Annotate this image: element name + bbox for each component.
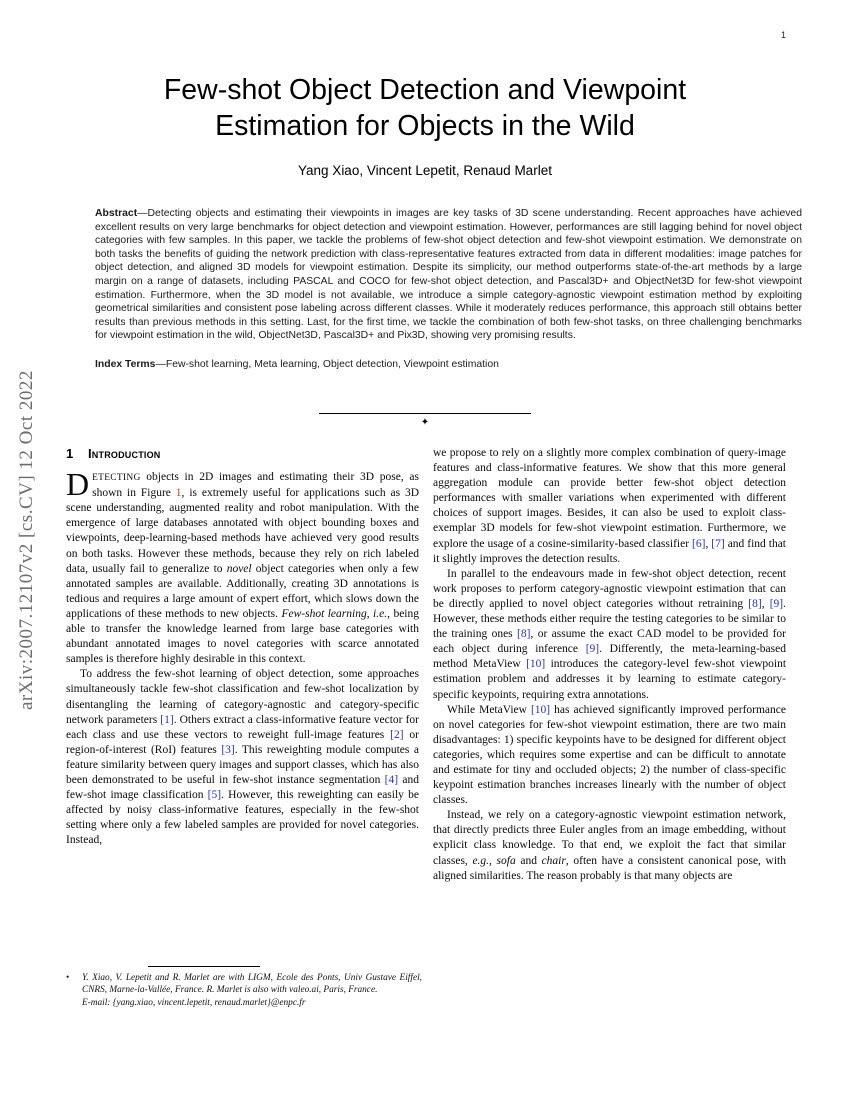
paragraph-intro-5: While MetaView [10] has achieved significantly improved performance on novel categories for few-shot viewpoint estimation, there are two main disadvantages: 1) specific keypoints have to be designed for different object categories, which requires some expertise and can be difficult to annotate and estimate for tiny and occluded objects; 2) the number of class-specific keypoint estimation branches increases linearly with the number of object classes. [433, 703, 786, 807]
paragraph-intro-2: To address the few-shot learning of object detection, some approaches simultaneously tackle few-shot classification and few-shot localization by disentangling the learning of category-agnostic and category-specific network parameters [1]. Others extract a class-informative feature vector for each class and use these vectors to reweight full-image features [2] or region-of-interest (RoI) features [3]. This reweighting module computes a feature similarity between query images and support classes, which has also been demonstrated to be useful in few-shot instance segmentation [4] and few-shot image classification [5]. However, this reweighting can easily be affected by noisy class-informative features, especially in the few-shot setting where only a few labeled samples are provided for novel categories. Instead, [66, 668, 420, 847]
italic-text: Few-shot learning [281, 607, 367, 620]
citation-link[interactable]: [9] [585, 643, 600, 656]
diamond-icon: ✦ [420, 417, 430, 428]
footnote-bullet: • [66, 973, 70, 983]
drop-cap: D [66, 466, 90, 503]
section-divider [0, 413, 850, 428]
section-title: Introduction [88, 446, 161, 461]
paper-title-line2: Estimation for Objects in the Wild [215, 110, 635, 142]
two-column-body [66, 446, 786, 884]
citation-link[interactable]: [6] [692, 537, 706, 550]
italic-text: sofa [496, 854, 516, 867]
lead-smallcaps: ETECTING [92, 473, 141, 484]
paragraph-intro-1 [66, 466, 420, 667]
index-terms-text: —Few-shot learning, Meta learning, Object detection, Viewpoint estimation [155, 358, 499, 370]
section-heading-introduction [66, 446, 419, 461]
abstract-text: —Detecting objects and estimating their viewpoints in images are key tasks of 3D scene understanding. Recent approaches have achieved excellent results on very large benchmarks for object detection and viewpoint estimation. However, performances are still lagging behind for novel object categories with few samples. In this paper, we tackle the problems of few-shot object detection and few-shot viewpoint estimation. We demonstrate on both tasks the benefits of guiding the network prediction with class-representative features extracted from data in different modalities: image patches for object detection, and aligned 3D models for viewpoint estimation. Despite its simplicity, our method outperforms state-of-the-art methods by a large margin on a range of datasets, including PASCAL and COCO for few-shot object detection, and Pascal3D+ and ObjectNet3D for few-shot viewpoint estimation. Furthermore, when the 3D model is not available, we introduce a simple category-agnostic viewpoint estimation method by exploiting geometrical similarities and consistent pose labeling across different classes. While it moderately reduces performance, this approach still obtains better results than previous methods in this setting. Last, for the first time, we tackle the combination of both few-shot tasks, on three challenging benchmarks for viewpoint estimation in the wild, ObjectNet3D, Pascal3D+ and Pix3D, showing very promising results. [95, 208, 802, 342]
abstract [95, 207, 802, 343]
citation-link[interactable]: [9] [769, 597, 784, 610]
citation-link[interactable]: [1] [160, 713, 174, 726]
arxiv-watermark: arXiv:2007.12107v2 [cs.CV] 12 Oct 2022 [16, 370, 37, 710]
citation-link[interactable]: [7] [711, 537, 725, 550]
author-footnote [66, 966, 422, 1010]
index-terms-label: Index Terms [95, 358, 156, 370]
section-number: 1 [66, 446, 74, 461]
left-column [66, 446, 419, 884]
figure-ref-link[interactable]: 1 [175, 487, 182, 500]
footnote-row [66, 973, 422, 1010]
index-terms [95, 358, 802, 372]
citation-link[interactable]: [10] [526, 658, 546, 671]
footnote-email: E-mail: {yang.xiao, vincent.lepetit, renaud.marlet}@enpc.fr [82, 997, 306, 1008]
citation-link[interactable]: [3] [221, 743, 235, 756]
divider-rule [319, 413, 531, 414]
page-number: 1 [780, 30, 786, 40]
italic-text: novel [226, 562, 252, 575]
footnote-affiliation: Y. Xiao, V. Lepetit and R. Marlet are with LIGM, Ecole des Ponts, Univ Gustave Eiffel, CNRS, Marne-la-Vallée, France. R. Marlet is also with valeo.ai, Paris, France. [82, 973, 422, 995]
paragraph-intro-3: we propose to rely on a slightly more complex combination of query-image features and class-informative features. We show that this more general aggregation module can provide better few-shot object detection performances with smaller variations when experimented with different choices of support images. Besides, it can also be used to exploit class-exemplar 3D models for few-shot viewpoint estimation. Furthermore, we explore the usage of a cosine-similarity-based classifier [6], [7] and find that it slightly improves the detection results. [433, 447, 787, 565]
abstract-label: Abstract [95, 208, 138, 219]
paragraph-text: objects in 2D images and estimating their 3D pose, as shown in Figure 1, is extremely useful for applications such as 3D scene understanding, augmented reality and robot manipulation. With the emergence of large databases annotated with object bounding boxes and viewpoints, deep-learning-based methods have achieved very good results on both tasks. However these methods, because they rely on rich labeled data, usually fail to generalize to novel object categories when only a few annotated samples are available. Additionally, creating 3D annotations is tedious and requires a large amount of expert effort, which slows down the applications of these methods to new objects. Few-shot learning, i.e., being able to transfer the knowledge learned from large base categories with abundant annotated images to novel categories with scarce annotated samples is therefore highly desirable in this context. [66, 471, 420, 666]
authors-line: Yang Xiao, Vincent Lepetit, Renaud Marlet [298, 163, 552, 178]
citation-link[interactable]: [10] [530, 703, 551, 716]
paragraph-intro-4: In parallel to the endeavours made in few-shot object detection, recent work proposes to perform category-agnostic viewpoint estimation that can be directly applied to novel object categories without retraining [8], [9]. However, these methods either require the testing categories to be similar to the training ones [8], or assume the exact CAD model to be provided for each object during inference [9]. Differently, the meta-learning-based method MetaView [10] introduces the category-level few-shot viewpoint estimation problem and addresses it by learning to estimate category-specific keypoints, requiring extra annotations. [433, 567, 787, 701]
right-column [433, 446, 786, 884]
italic-text: e.g. [472, 854, 490, 867]
paper-title-line1: Few-shot Object Detection and Viewpoint [163, 74, 687, 106]
citation-link[interactable]: [5] [207, 789, 222, 802]
paper-title [60, 72, 790, 144]
footnote-text [82, 973, 422, 1010]
citation-link[interactable]: [4] [384, 773, 399, 786]
citation-link[interactable]: [2] [390, 728, 404, 741]
paragraph-intro-6: Instead, we rely on a category-agnostic viewpoint estimation network, that directly predicts three Euler angles from an image embedding, without explicit class knowledge. To that end, we exploit the fact that similar classes, e.g., sofa and chair, often have a consistent canonical pose, with aligned similarities. The reason probably is that many objects are [433, 809, 786, 882]
italic-text: chair [541, 854, 566, 867]
citation-link[interactable]: [8] [517, 628, 531, 641]
italic-text: i.e. [373, 607, 388, 620]
front-matter [95, 207, 802, 372]
footnote-rule [148, 966, 260, 967]
citation-link[interactable]: [8] [748, 597, 762, 610]
